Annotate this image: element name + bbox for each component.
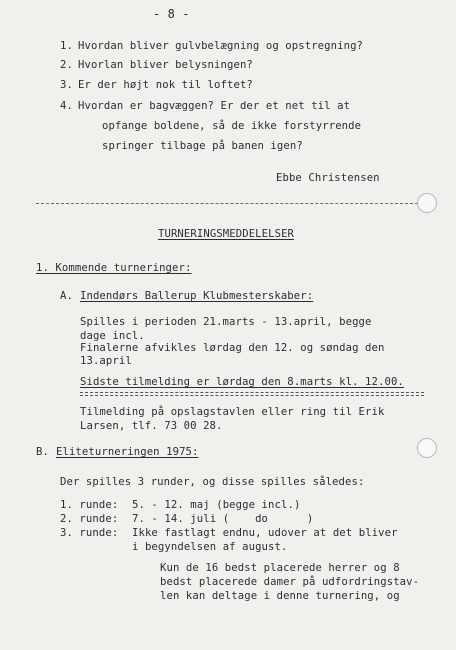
section-b-intro: Der spilles 3 runder, og disse spilles således: <box>60 476 365 488</box>
section-a-line-1: Spilles i perioden 21.marts - 13.april, begge <box>80 316 372 328</box>
closing-line-1: Kun de 16 bedst placerede herrer og 8 <box>160 562 400 574</box>
section-1-title-text: 1. Kommende turneringer: <box>36 262 192 274</box>
question-4-line-2: opfange boldene, så de ikke forstyrrende <box>102 120 362 132</box>
question-2: Hvorlan bliver belysningen? <box>78 59 253 71</box>
section-a-line-4: 13.april <box>80 355 132 367</box>
question-3: Er der højt nok til loftet? <box>78 79 253 91</box>
deadline-rule-2 <box>80 395 424 396</box>
round-2-label: 2. runde: <box>60 513 119 525</box>
question-4-line-3: springer tilbage på banen igen? <box>102 140 303 152</box>
round-1-label: 1. runde: <box>60 499 119 511</box>
section-a-title: Indendørs Ballerup Klubmesterskaber: <box>80 290 314 302</box>
closing-line-3: len kan deltage i denne turnering, og <box>160 590 400 602</box>
heading: TURNERINGSMEDDELELSER <box>158 228 295 240</box>
question-4: Hvordan er bagvæggen? Er der et net til at <box>78 100 351 112</box>
section-a-signup-1: Tilmelding på opslagstavlen eller ring til Erik <box>80 406 385 418</box>
section-a-label: A. <box>60 290 73 302</box>
question-2-number: 2. <box>60 59 73 71</box>
section-a-line-2: dage incl. <box>80 330 145 342</box>
round-3-label: 3. runde: <box>60 527 119 539</box>
question-1-number: 1. <box>60 40 73 52</box>
section-a-deadline: Sidste tilmelding er lørdag den 8.marts kl. 12.00. <box>80 376 404 388</box>
section-a-line-3: Finalerne afvikles lørdag den 12. og søndag den <box>80 342 385 354</box>
question-3-number: 3. <box>60 79 73 91</box>
page-number: - 8 - <box>153 7 190 21</box>
closing-line-2: bedst placerede damer på udfordringstav- <box>160 576 420 588</box>
punch-hole-top <box>417 193 437 213</box>
section-b-title: Eliteturneringen 1975: <box>56 446 199 458</box>
deadline-rule-1 <box>80 392 424 393</box>
separator-line <box>36 203 418 204</box>
round-1-text: 5. - 12. maj (begge incl.) <box>132 499 301 511</box>
signature: Ebbe Christensen <box>276 172 380 184</box>
section-a-signup-2: Larsen, tlf. 73 00 28. <box>80 420 223 432</box>
round-3-text: Ikke fastlagt endnu, udover at det bliver <box>132 527 398 539</box>
round-3-text-cont: i begyndelsen af august. <box>132 541 288 553</box>
punch-hole-bottom <box>417 438 437 458</box>
question-4-number: 4. <box>60 100 73 112</box>
section-b-label: B. <box>36 446 49 458</box>
section-1-title <box>36 262 191 275</box>
round-2-text: 7. - 14. juli ( do ) <box>132 513 314 525</box>
question-1: Hvordan bliver gulvbelægning og opstregning? <box>78 40 364 52</box>
